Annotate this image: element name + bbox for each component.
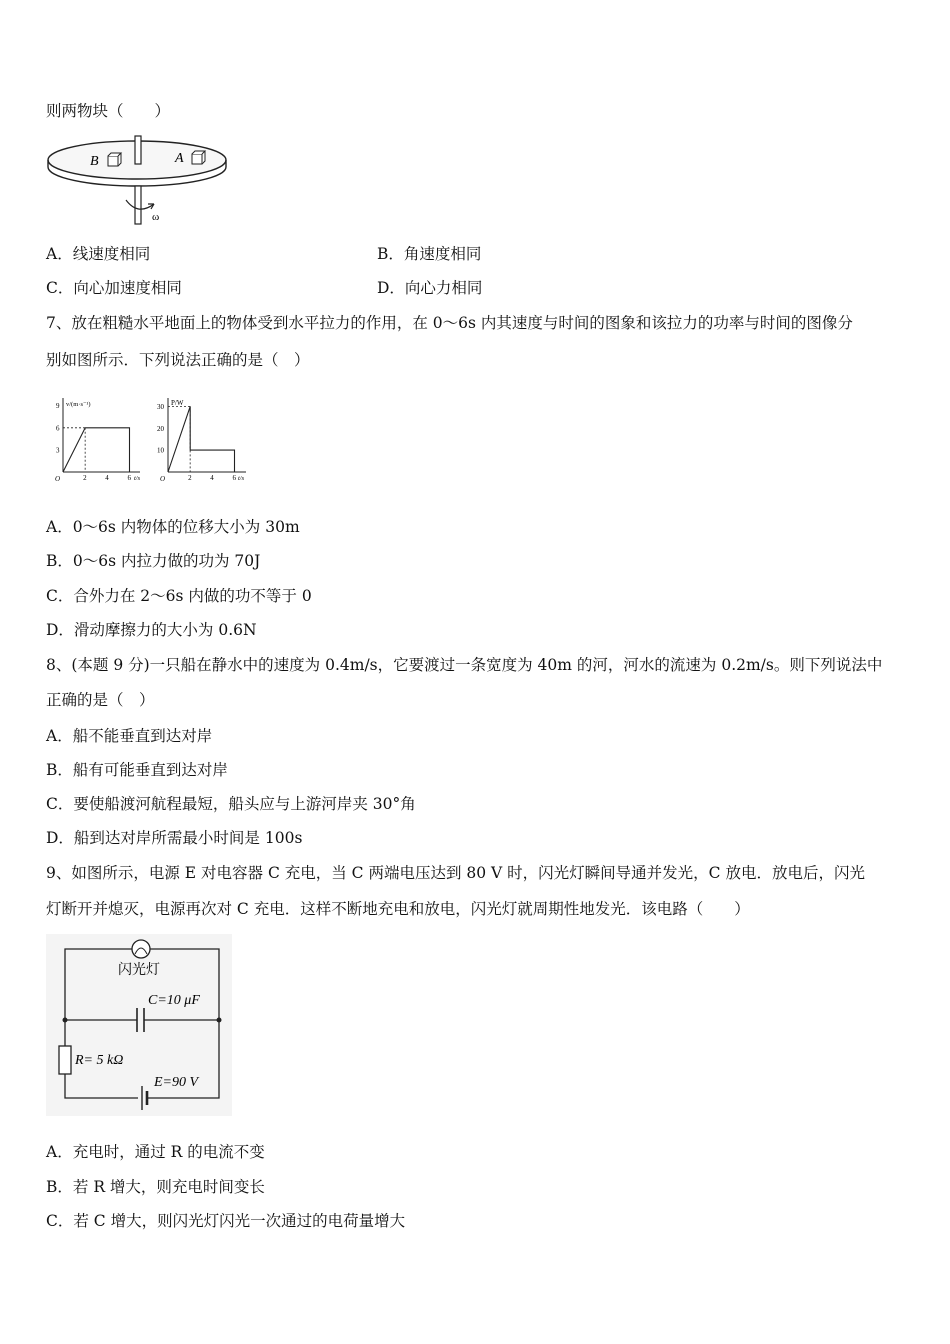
q6-turntable-figure xyxy=(44,130,234,226)
lamp-symbol xyxy=(132,940,150,958)
label-b: B xyxy=(90,154,99,169)
q9-stem-line1: 9、如图所示，电源 E 对电容器 C 充电，当 C 两端电压达到 80 V 时，闪光灯瞬间导通并发光，C 放电．放电后，闪光 xyxy=(46,864,865,882)
v-y-tick: 6 xyxy=(56,424,60,433)
q6-option-b: B．角速度相同 xyxy=(377,245,482,263)
q7-option-c: C．合外力在 2～6s 内做的功不等于 0 xyxy=(46,587,312,605)
v-x-tick: 4 xyxy=(105,474,109,482)
q6-option-d: D．向心力相同 xyxy=(377,279,483,297)
q9-stem-line2: 灯断开并熄灭，电源再次对 C 充电．这样不断地充电和放电，闪光灯就周期性地发光．该电路（ ） xyxy=(46,900,750,918)
axle-bottom xyxy=(135,186,141,224)
q7-option-d: D．滑动摩擦力的大小为 0.6N xyxy=(46,621,257,639)
q7-stem-line2: 别如图所示．下列说法正确的是（ ） xyxy=(46,351,310,369)
v-x-tick: 6 xyxy=(127,474,131,482)
q9-option-c: C．若 C 增大，则闪光灯闪光一次通过的电荷量增大 xyxy=(46,1212,406,1230)
v-x-tick: 2 xyxy=(83,474,87,482)
lamp-label: 闪光灯 xyxy=(118,963,160,978)
capacitor-label: C=10 μF xyxy=(148,993,200,1008)
p-x-tick: 4 xyxy=(210,474,214,482)
v-origin: O xyxy=(55,475,61,482)
q9-option-a: A．充电时，通过 R 的电流不变 xyxy=(46,1143,265,1161)
q8-option-d: D．船到达对岸所需最小时间是 100s xyxy=(46,829,303,847)
v-series-line xyxy=(63,428,130,472)
p-x-tick: 6 xyxy=(232,474,236,482)
p-y-tick: 20 xyxy=(157,424,164,433)
v-y-tick: 9 xyxy=(56,402,60,411)
q6-stem-tail: 则两物块（ ） xyxy=(46,102,171,120)
resistor-label: R= 5 kΩ xyxy=(75,1053,124,1068)
q7-power-time-chart xyxy=(148,392,253,482)
q9-option-b: B．若 R 增大，则充电时间变长 xyxy=(46,1178,265,1196)
v-xlabel: t/s xyxy=(134,475,141,482)
p-y-tick: 10 xyxy=(157,446,164,455)
label-a: A xyxy=(175,151,184,166)
q9-circuit-diagram xyxy=(46,934,232,1116)
q8-option-b: B．船有可能垂直到达对岸 xyxy=(46,761,228,779)
q8-stem-line1: 8、(本题 9 分)一只船在静水中的速度为 0.4m/s，它要渡过一条宽度为 40m 的河，河水的流速为 0.2m/s。则下列说法中 xyxy=(46,656,883,674)
p-origin: O xyxy=(160,475,166,482)
p-xlabel: t/s xyxy=(238,475,245,482)
q7-stem-line1: 7、放在粗糙水平地面上的物体受到水平拉力的作用，在 0～6s 内其速度与时间的图象和该拉力的功率与时间的图像分 xyxy=(46,314,853,332)
source-label: E=90 V xyxy=(154,1075,199,1090)
v-y-tick: 3 xyxy=(56,446,60,455)
p-ylabel: P/W xyxy=(171,399,184,407)
q8-stem-line2: 正确的是（ ） xyxy=(46,691,155,709)
q7-option-a: A．0～6s 内物体的位移大小为 30m xyxy=(46,518,300,536)
q6-option-c: C．向心加速度相同 xyxy=(46,279,182,297)
omega-label: ω xyxy=(152,211,160,223)
p-series-line xyxy=(168,406,235,472)
axle-top xyxy=(135,136,141,164)
p-x-tick: 2 xyxy=(188,474,192,482)
junction-left xyxy=(63,1018,68,1023)
q7-option-b: B．0～6s 内拉力做的功为 70J xyxy=(46,552,261,570)
q8-option-a: A．船不能垂直到达对岸 xyxy=(46,727,213,745)
junction-right xyxy=(217,1018,222,1023)
q6-option-a: A．线速度相同 xyxy=(46,245,151,263)
v-ylabel: v/(m·s⁻¹) xyxy=(66,401,91,408)
p-y-tick: 30 xyxy=(157,402,164,411)
q8-option-c: C．要使船渡河航程最短，船头应与上游河岸夹 30°角 xyxy=(46,795,416,813)
q7-velocity-time-chart xyxy=(48,392,148,482)
resistor-symbol xyxy=(59,1046,71,1074)
